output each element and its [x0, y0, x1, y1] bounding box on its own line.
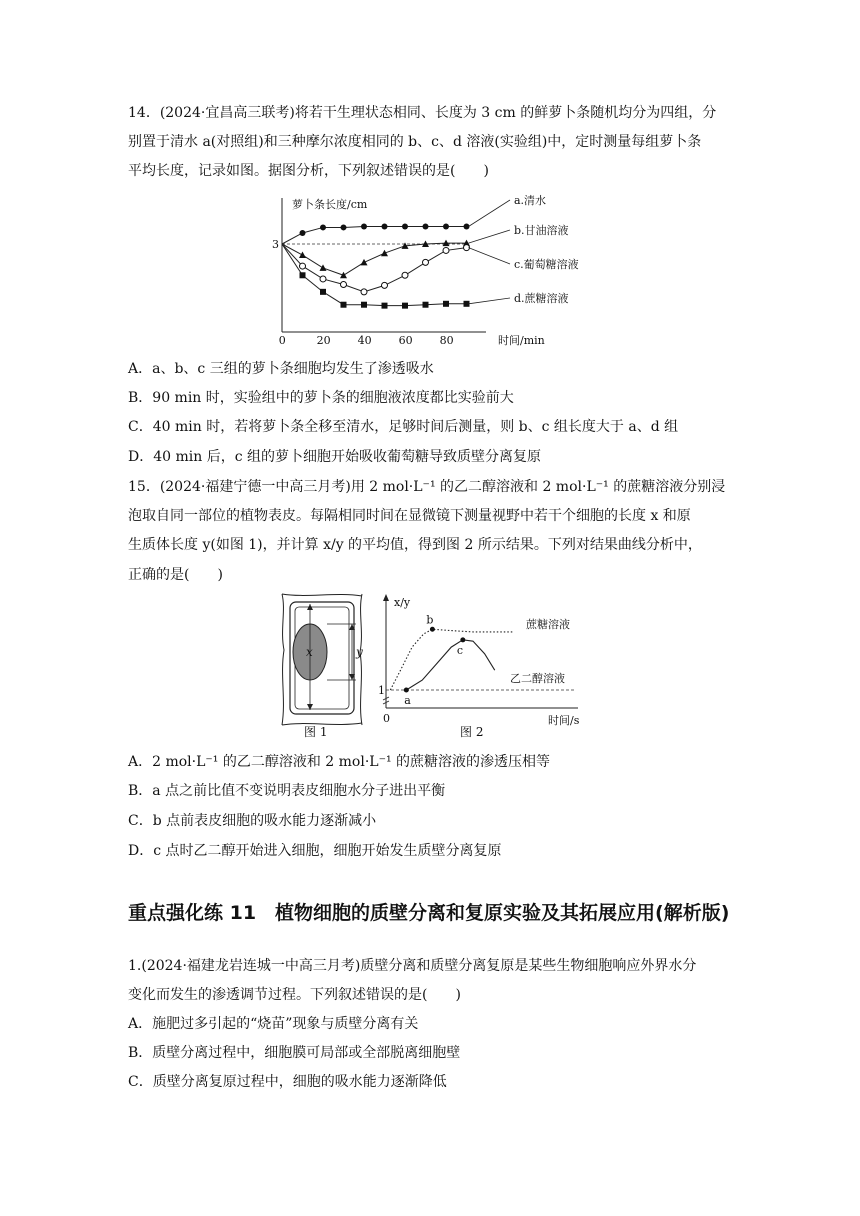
q15-stem-line-2: 泡取自同一部位的植物表皮。每隔相同时间在显微镜下测量视野中若干个细胞的长度 x 和原 [128, 508, 691, 524]
q15-option-d: D．c 点时乙二醇开始进入细胞，细胞开始发生质壁分离复原 [128, 843, 502, 859]
series-label: 蔗糖溶液 [526, 618, 570, 631]
section-title: 重点强化练 11 植物细胞的质壁分离和复原实验及其拓展应用(解析版) [128, 902, 730, 924]
series-line-3 [282, 244, 467, 292]
legend-leader-line [469, 298, 511, 304]
key-point-label: a [404, 694, 411, 707]
x-tick-label: 0 [278, 334, 286, 347]
q1-option-b: B．质壁分离过程中，细胞膜可局部或全部脱离细胞壁 [128, 1045, 461, 1061]
q15-option-c: C．b 点前表皮细胞的吸水能力逐渐减小 [128, 813, 377, 829]
data-point [423, 302, 429, 308]
y-axis-arrow [383, 594, 389, 601]
q1-option-c: C．质壁分离复原过程中，细胞的吸水能力逐渐降低 [128, 1074, 447, 1090]
series-label: 乙二醇溶液 [510, 672, 565, 685]
series-line-4 [282, 244, 467, 306]
data-point [320, 276, 326, 282]
q14-option-a: A．a、b、c 三组的萝卜条细胞均发生了渗透吸水 [128, 361, 434, 377]
q14-length-chart [268, 192, 598, 352]
series-curve-2 [406, 640, 494, 690]
legend-leader-line [469, 230, 511, 243]
q15-stem-line-4: 正确的是( ) [128, 567, 223, 583]
x-tick-label: 20 [316, 334, 331, 347]
data-point [341, 281, 347, 287]
x-tick-label: 40 [357, 334, 372, 347]
data-point [423, 259, 429, 265]
data-point [381, 250, 388, 257]
legend-leader-line [469, 248, 511, 264]
q1-option-a: A．施肥过多引起的“烧苗”现象与质壁分离有关 [128, 1016, 419, 1032]
x-tick-label: 0 [383, 712, 390, 725]
data-point [402, 303, 408, 309]
key-point-b [430, 627, 435, 632]
x-tick-label: 60 [398, 334, 413, 347]
data-point [382, 303, 388, 309]
data-point [300, 230, 306, 236]
data-point [320, 264, 327, 271]
q1-stem-line-2: 变化而发生的渗透调节过程。下列叙述错误的是( ) [128, 987, 461, 1003]
q14-stem-line-1: 14．(2024·宜昌高三联考)将若干生理状态相同、长度为 3 cm 的鲜萝卜条随机均分为四组，分 [128, 105, 717, 121]
legend-label: c.葡萄糖溶液 [514, 258, 579, 271]
data-point [361, 259, 368, 266]
fig1-label-y: y [356, 645, 363, 659]
q15-stem-line-3: 生质体长度 y(如图 1)，并计算 x/y 的平均值，得到图 2 所示结果。下列对结果曲线分析中， [128, 537, 702, 553]
y-axis-label: 萝卜条长度/cm [292, 198, 368, 211]
data-point [423, 224, 429, 230]
y-tick-label: 1 [378, 684, 385, 697]
legend-leader-line [469, 200, 511, 227]
key-point-c [460, 637, 465, 642]
q1-stem-line-1: 1.(2024·福建龙岩连城一中高三月考)质壁分离和质壁分离复原是某些生物细胞响应外界水分 [128, 958, 697, 974]
data-point [402, 272, 408, 278]
data-point [361, 302, 367, 308]
x-tick-label: 80 [439, 334, 454, 347]
data-point [320, 224, 326, 230]
legend-label: b.甘油溶液 [514, 224, 569, 237]
q15-stem-line-1: 15．(2024·福建宁德一中高三月考)用 2 mol·L⁻¹ 的乙二醇溶液和 2 mol·L⁻¹ 的蔗糖溶液分别浸 [128, 479, 726, 495]
data-point [320, 289, 326, 295]
series-curve-1 [390, 629, 513, 690]
q15-fig1-cell-diagram [276, 590, 368, 740]
x-axis-label: 时间/s [548, 714, 580, 727]
q14-stem-line-2: 别置于清水 a(对照组)和三种摩尔浓度相同的 b、c、d 溶液(实验组)中，定时测量每组萝卜条 [128, 134, 702, 150]
y-tick-label: 3 [272, 238, 279, 251]
fig1-label-x: x [306, 645, 313, 659]
data-point [341, 224, 347, 230]
series-line-1 [282, 227, 467, 244]
data-point [443, 247, 449, 253]
legend-label: a.清水 [514, 194, 547, 207]
q14-option-d: D．40 min 后，c 组的萝卜细胞开始吸收葡萄糖导致质壁分离复原 [128, 449, 541, 465]
fig2-caption: 图 2 [460, 725, 484, 739]
data-point [443, 224, 449, 230]
q14-option-b: B．90 min 时，实验组中的萝卜条的细胞液浓度都比实验前大 [128, 390, 514, 406]
data-point [300, 263, 306, 269]
data-point [382, 224, 388, 230]
legend-label: d.蔗糖溶液 [514, 292, 569, 305]
q15-option-b: B．a 点之前比值不变说明表皮细胞水分子进出平衡 [128, 783, 446, 799]
key-point-label: b [426, 613, 434, 627]
data-point [300, 272, 306, 278]
data-point [341, 302, 347, 308]
q15-option-a: A．2 mol·L⁻¹ 的乙二醇溶液和 2 mol·L⁻¹ 的蔗糖溶液的渗透压相等 [128, 754, 551, 770]
data-point [443, 301, 449, 307]
data-point [382, 282, 388, 288]
data-point [361, 224, 367, 230]
key-point-label: c [456, 643, 464, 657]
fig1-caption: 图 1 [304, 725, 328, 739]
q15-fig2-ratio-chart [378, 592, 598, 742]
data-point [361, 289, 367, 295]
x-axis-label: 时间/min [498, 334, 545, 347]
data-point [299, 252, 306, 259]
key-point-a [404, 688, 409, 693]
data-point [340, 272, 347, 279]
data-point [402, 224, 408, 230]
y-axis-label: x/y [394, 596, 411, 609]
q14-stem-line-3: 平均长度，记录如图。据图分析，下列叙述错误的是( ) [128, 163, 489, 179]
q14-option-c: C．40 min 时，若将萝卜条全移至清水，足够时间后测量，则 b、c 组长度大于 a、d 组 [128, 419, 679, 435]
